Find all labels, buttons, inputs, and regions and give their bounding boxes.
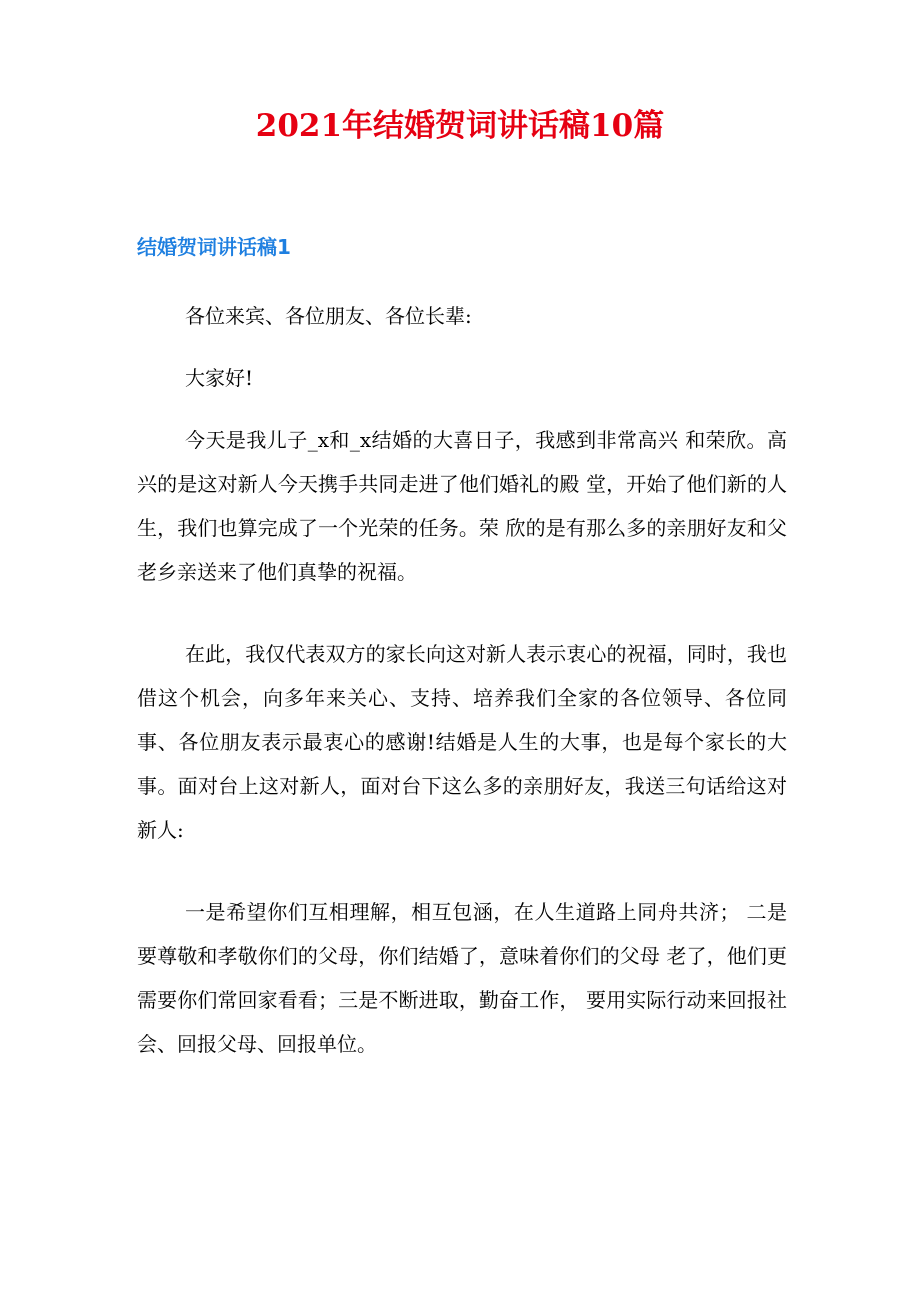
paragraph-body-2: 在此，我仅代表双方的家长向这对新人表示衷心的祝福，同时，我也借这个机会，向多年来关心、支持、培养我们全家的各位领导、各位同事、各位朋友表示最衷心的感谢!结婚是人生的大事，也是每个家长的大事。面对台上这对新人，面对台下这么多的亲朋好友，我送三句话给这对新人: [137, 642, 787, 842]
paragraph-body-3: 一是希望你们互相理解，相互包涵，在人生道路上同舟共济； 二是要尊敬和孝敬你们的父母，你们结婚了，意味着你们的父母 老了，他们更需要你们常回家看看；三是不断进取，勤奋工作， 要用实际行动来回报社会、回报父母、回报单位。 [137, 900, 787, 1056]
paragraph-body-1: 今天是我儿子_x和_x结婚的大喜日子，我感到非常高兴 和荣欣。高兴的是这对新人今天携手共同走进了他们婚礼的殿 堂，开始了他们新的人生，我们也算完成了一个光荣的任务。荣 欣的是有那么多的亲朋好友和父老乡亲送来了他们真挚的祝福。 [137, 428, 787, 584]
paragraph-hello: 大家好! [185, 366, 254, 390]
section-heading: 结婚贺词讲话稿1 [137, 235, 291, 259]
document-title: 2021年结婚贺词讲话稿10篇 [255, 108, 665, 144]
paragraph-greeting: 各位来宾、各位朋友、各位长辈: [185, 304, 472, 328]
